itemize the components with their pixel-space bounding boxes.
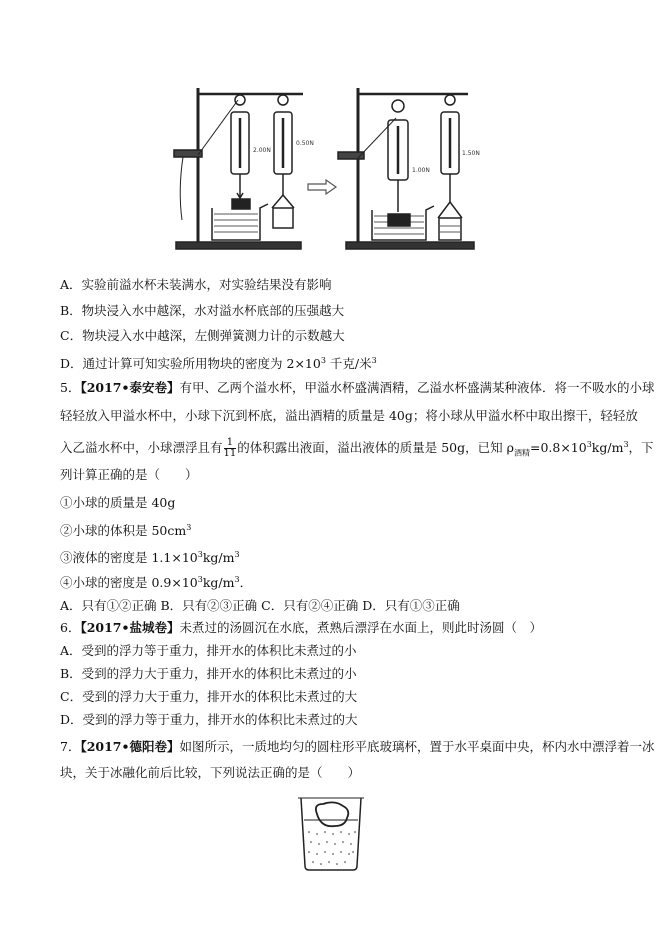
q4-option-a: A．实验前溢水杯未装满水，对实验结果没有影响 bbox=[60, 277, 332, 292]
q5-statement-4: ④小球的密度是 $0.9\times 10^3kg/m^3$． bbox=[60, 575, 253, 591]
q5-line-3: 入乙溢水杯中，小球漂浮且有 $\frac{1}{11}$ 的体积露出液面，溢出液体的质量是 50g，已知 $\rho_{酒精}=0.8\times 10^3kg/m^3$，下 bbox=[60, 437, 654, 460]
q5-line-4: 列计算正确的是（ ） bbox=[60, 467, 198, 482]
q6-option-d: D．受到的浮力等于重力，排开水的体积比未煮过的大 bbox=[60, 712, 358, 727]
right-apparatus bbox=[338, 88, 474, 249]
transition-arrow bbox=[308, 180, 336, 194]
q4-option-b: B．物块浸入水中越深，水对溢水杯底部的压强越大 bbox=[60, 303, 345, 318]
q5-options: A．只有①②正确 B．只有②③正确 C．只有②④正确 D．只有①③正确 bbox=[60, 598, 460, 613]
q4-option-c: C．物块浸入水中越深，左侧弹簧测力计的示数越大 bbox=[60, 328, 345, 343]
left-apparatus bbox=[174, 88, 303, 249]
q5-number: 5． bbox=[60, 380, 81, 395]
q6-option-c: C．受到的浮力大于重力，排开水的体积比未煮过的大 bbox=[60, 689, 358, 704]
left-scale1-reading: 2.00N bbox=[253, 147, 271, 154]
q6-source: 【2017•盐城卷】 bbox=[80, 620, 180, 635]
q6-option-b: B．受到的浮力大于重力，排开水的体积比未煮过的小 bbox=[60, 666, 357, 681]
glass-with-ice-figure bbox=[295, 792, 367, 874]
right-scale1-reading: 1.00N bbox=[412, 167, 430, 174]
q7-line-1: 7．【2017•德阳卷】如图所示，一质地均匀的圆柱形平底玻璃杯，置于水平桌面中央，杯内水中漂浮着一冰 bbox=[60, 739, 655, 754]
left-scale2-reading: 0.50N bbox=[296, 140, 314, 147]
q5-statement-2: ②小球的体积是 $50cm^3$ bbox=[60, 523, 192, 539]
fraction-1-11: $\frac{1}{11}$ bbox=[223, 437, 237, 460]
q6-number: 6． bbox=[60, 620, 81, 635]
q5-statement-1: ①小球的质量是 40g bbox=[60, 495, 176, 510]
q5-line-2: 轻轻放入甲溢水杯中，小球下沉到杯底，溢出酒精的质量是 40g；将小球从甲溢水杯中取出擦干，轻轻放 bbox=[60, 408, 638, 423]
q5-source: 【2017•泰安卷】 bbox=[80, 380, 180, 395]
spring-scale-experiment-figure bbox=[168, 80, 478, 260]
q6-stem: 6．【2017•盐城卷】未煮过的汤圆沉在水底，煮熟后漂浮在水面上，则此时汤圆（ ） bbox=[60, 620, 542, 635]
q5-line-1: 5．【2017•泰安卷】有甲、乙两个溢水杯，甲溢水杯盛满酒精，乙溢水杯盛满某种液体．将一不吸水的小球 bbox=[60, 380, 655, 395]
right-scale2-reading: 1.50N bbox=[462, 150, 480, 157]
q4-option-d: D．通过计算可知实验所用物块的密度为 $2\times 10^3$ 千克/米$^3$ bbox=[60, 356, 377, 372]
q7-line-2: 块，关于冰融化前后比较，下列说法正确的是（ ） bbox=[60, 765, 361, 780]
q7-number: 7． bbox=[60, 739, 81, 754]
q6-option-a: A．受到的浮力等于重力，排开水的体积比未煮过的小 bbox=[60, 643, 357, 658]
q7-source: 【2017•德阳卷】 bbox=[80, 739, 180, 754]
q5-statement-3: ③液体的密度是 $1.1\times 10^3kg/m^3$ bbox=[60, 550, 240, 566]
